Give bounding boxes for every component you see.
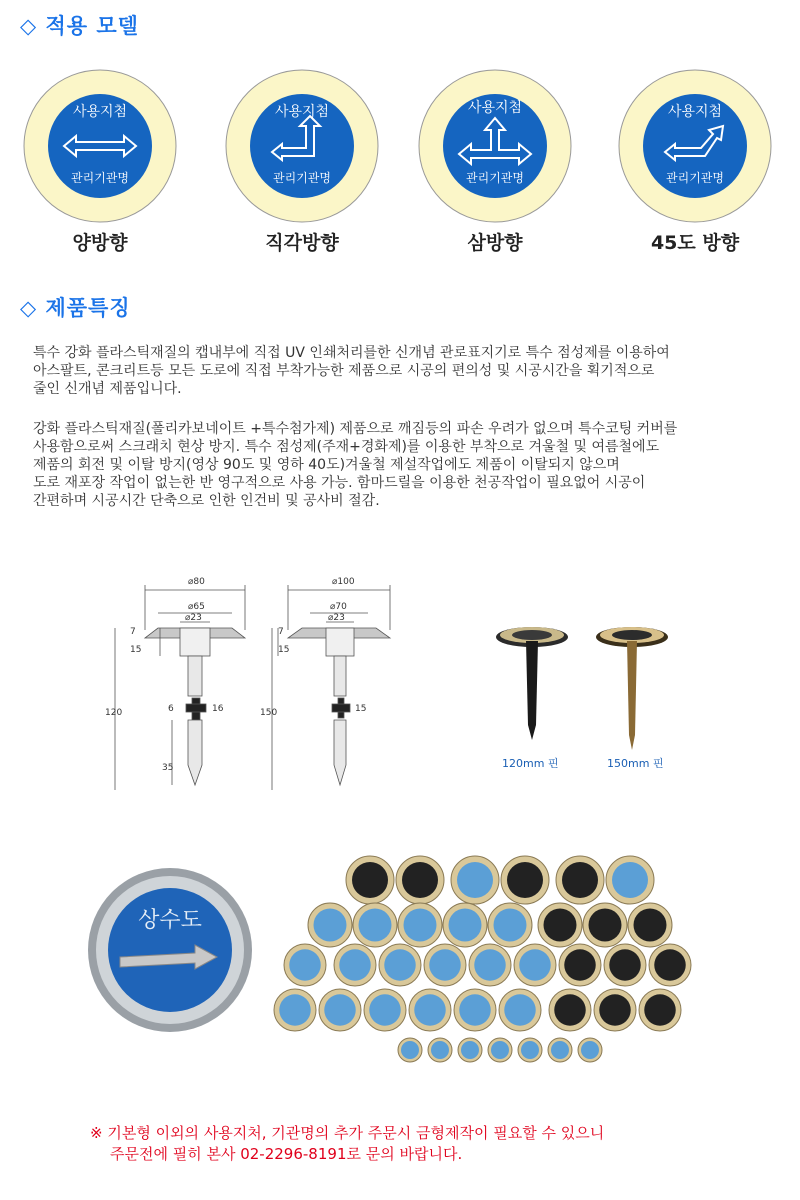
section-title-models: ◇ 적용 모델 xyxy=(20,14,139,38)
dim-top-right: 7 xyxy=(278,627,284,637)
dim-cap-left: 15 xyxy=(130,645,142,655)
marker-disc xyxy=(424,944,466,986)
marker-disc xyxy=(578,1038,602,1062)
marker-disc xyxy=(396,856,444,904)
badge-bottom-text: 관리기관명 xyxy=(466,171,524,185)
marker-disc xyxy=(488,903,532,947)
pin-120-label: 120mm 핀 xyxy=(502,757,559,770)
dim-tip-left: 35 xyxy=(162,763,174,773)
pin-photos xyxy=(480,615,680,755)
marker-disc xyxy=(649,944,691,986)
badge-bottom-text: 관리기관명 xyxy=(71,171,129,185)
marker-disc xyxy=(559,944,601,986)
marker-disc xyxy=(454,989,496,1031)
marker-disc xyxy=(458,1038,482,1062)
feature-paragraph-2: 강화 플라스틱재질(폴리카보네이트 +특수첨가제) 제품으로 깨짐등의 파손 우려가 없으며 특수코팅 커버를 사용함으로써 스크래치 현상 방지. 특수 점성제(주재+경화제)를 이용한 부착으로 겨울철 및 여름철에도 제품의 회전 및 이탈 방지(영상 90도 및 영하 40도)겨울철 제설작업에도 제품이 이탈되지 않으며 도로 재포장 작업이 없는한 반 영구적으로 사용 가능. 함마드릴을 이용한 천공작업이 필요없어 시공이 간편하며 시공시간 단축으로 인한 인건비 및 공사비 절감. xyxy=(33,421,678,509)
badge-bottom-text: 관리기관명 xyxy=(666,171,724,185)
dim-outer-left: ⌀80 xyxy=(188,577,205,587)
badge-top-text: 사용지첨 xyxy=(667,104,723,120)
marker-disc xyxy=(628,903,672,947)
marker-disc xyxy=(639,989,681,1031)
marker-disc xyxy=(488,1038,512,1062)
badge-diagonal xyxy=(604,68,786,255)
dim-len-right: 150 xyxy=(260,708,278,718)
marker-disc xyxy=(499,989,541,1031)
badge-top-text: 사용지첨 xyxy=(72,104,128,120)
dim-outer-right: ⌀100 xyxy=(332,577,355,587)
marker-disc xyxy=(549,989,591,1031)
dim-mid-right: ⌀70 xyxy=(330,602,347,612)
marker-disc xyxy=(604,944,646,986)
marker-disc xyxy=(443,903,487,947)
dim-cap-right: 15 xyxy=(278,645,290,655)
dim-inner-right: ⌀23 xyxy=(328,613,345,623)
marker-disc xyxy=(379,944,421,986)
badge-disc xyxy=(22,68,178,224)
marker-disc xyxy=(346,856,394,904)
badge-bidirectional xyxy=(9,68,191,255)
badge-three-way xyxy=(404,68,586,255)
notice-line-2: 주문전에 필히 본사 02-2296-8191로 문의 바랍니다. xyxy=(110,1145,463,1163)
dim-top-left: 7 xyxy=(130,627,136,637)
marker-disc xyxy=(364,989,406,1031)
dim-cross-h-right: 15 xyxy=(355,704,367,714)
marker-disc xyxy=(518,1038,542,1062)
marker-disc xyxy=(606,856,654,904)
marker-disc xyxy=(548,1038,572,1062)
pin-120mm-image xyxy=(496,627,568,740)
notice-line-1: ※ 기본형 이외의 사용지처, 기관명의 추가 주문시 금형제작이 필요할 수 있으니 xyxy=(90,1124,605,1142)
pin-150mm-image xyxy=(596,627,668,750)
pin-150-label: 150mm 핀 xyxy=(607,757,664,770)
marker-disc xyxy=(308,903,352,947)
dim-len-left: 120 xyxy=(105,708,123,718)
marker-disc xyxy=(334,944,376,986)
marker-disc xyxy=(428,1038,452,1062)
marker-disc xyxy=(583,903,627,947)
badge-bottom-text: 관리기관명 xyxy=(273,171,331,185)
badge-caption: 삼방향 xyxy=(467,232,523,254)
marker-disc xyxy=(469,944,511,986)
badge-disc xyxy=(224,68,380,224)
dim-inner-left: ⌀23 xyxy=(185,613,202,623)
marker-disc xyxy=(409,989,451,1031)
badge-caption: 45도 방향 xyxy=(650,232,740,254)
dim-mid-left: ⌀65 xyxy=(188,602,205,612)
marker-disc xyxy=(398,903,442,947)
marker-disc xyxy=(274,989,316,1031)
badge-disc xyxy=(417,68,573,224)
closeup-text: 상수도 xyxy=(138,908,202,933)
marker-disc xyxy=(398,1038,422,1062)
marker-disc xyxy=(284,944,326,986)
marker-disc xyxy=(556,856,604,904)
badge-right-angle xyxy=(211,68,393,255)
marker-disc xyxy=(319,989,361,1031)
technical-drawing xyxy=(100,570,400,800)
badge-top-text: 사용지첨 xyxy=(274,104,330,120)
marker-disc xyxy=(353,903,397,947)
dim-cross-h-left: 16 xyxy=(212,704,224,714)
badge-top-text: 사용지첨 xyxy=(467,100,523,116)
marker-disc xyxy=(594,989,636,1031)
marker-disc xyxy=(501,856,549,904)
marker-closeup-image xyxy=(85,865,255,1035)
marker-disc xyxy=(538,903,582,947)
marker-collection-image xyxy=(270,855,720,1070)
dim-cross-w-left: 6 xyxy=(168,704,174,714)
marker-disc xyxy=(514,944,556,986)
marker-disc xyxy=(451,856,499,904)
badge-caption: 직각방향 xyxy=(265,232,339,254)
feature-paragraph-1: 특수 강화 플라스틱재질의 캡내부에 직접 UV 인쇄처리를한 신개념 관로표지기로 특수 점성제를 이용하여 아스팔트, 콘크리트등 모든 도로에 직접 부착가능한 제품으로 시공의 편의성 및 시공시간을 획기적으로 줄인 신개념 제품입니다. xyxy=(33,345,670,397)
order-notice xyxy=(90,1123,604,1165)
badge-caption: 양방향 xyxy=(72,232,128,254)
section-title-features: ◇ 제품특징 xyxy=(20,296,131,320)
badge-disc xyxy=(617,68,773,224)
